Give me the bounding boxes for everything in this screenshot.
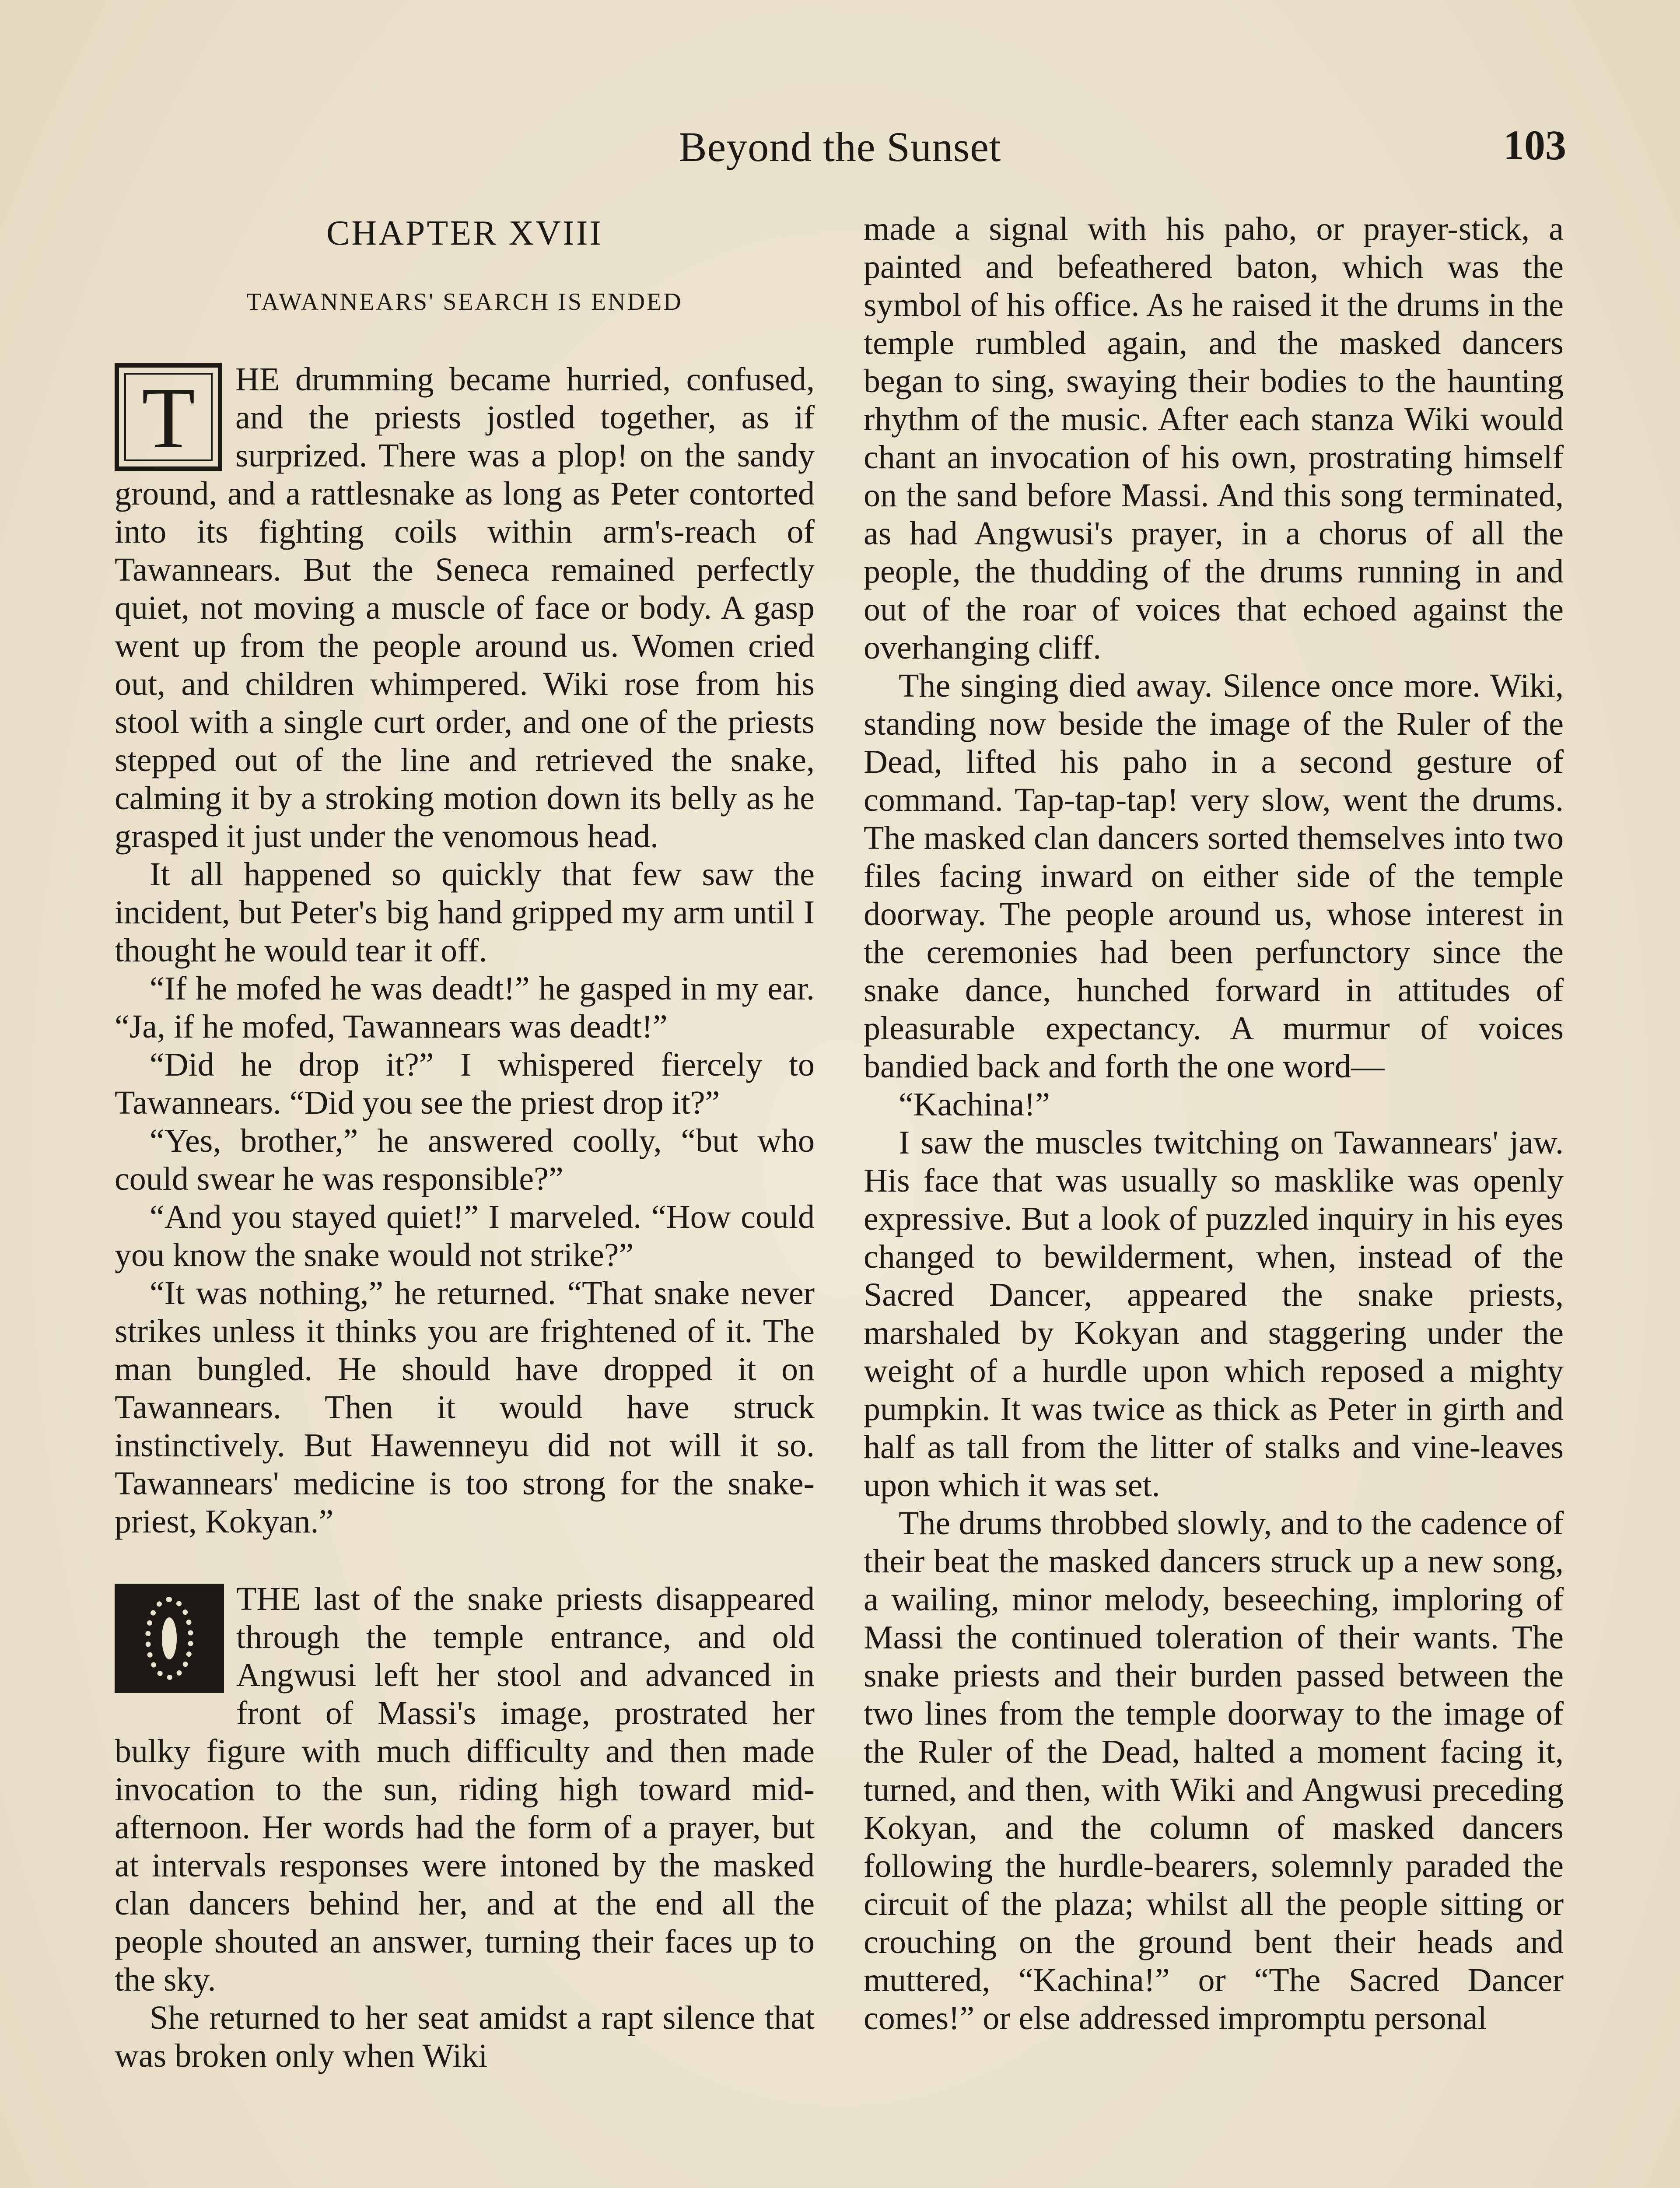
paragraph: “Yes, brother,” he answered coolly, “but who could swear he was responsible?”	[115, 1122, 815, 1197]
paragraph: “Kachina!”	[899, 1086, 1050, 1123]
paragraph: “It was nothing,” he returned. “That snake never strikes unless it thinks you are frightened of it. The man bungled. He should have dropped it on Tawannears. Then it would have struck instinctively. But Hawenneyu did not will it so. Tawannears' medicine is too strong for the snake-priest, Kokyan.”	[115, 1275, 815, 1540]
paragraph: The singing died away. Silence once more. Wiki, standing now beside the image of the Ruler of the Dead, lifted his paho in a second gesture of command. Tap-tap-tap! very slow, went the drums. The masked clan dancers sorted themselves into two files facing inward on either side of the temple doorway. The people around us, whose interest in the ceremonies had been perfunctory since the snake dance, hunched forward in attitudes of pleasurable expectancy. A murmur of voices bandied back and forth the one word—	[864, 667, 1564, 1085]
chapter-subtitle: TAWANNEARS' SEARCH IS ENDED	[246, 288, 683, 316]
page-header	[114, 118, 1566, 184]
running-title: Beyond the Sunset	[679, 123, 1001, 170]
chapter-heading: CHAPTER XVIII	[326, 214, 603, 252]
opening-paragraph	[115, 361, 815, 856]
opening-paragraph-text: HE drumming became hurried, confused, and the priests jostled together, as if surprized. There was a plop! on the sandy ground, and a rattlesnake as long as Peter contorted into its fighting coils within arm's-reach of Tawannears. But the Seneca remained perfectly quiet, not moving a muscle of face or body. A gasp went up from the people around us. Women cried out, and children whimpered. Wiki rose from his stool with a single curt order, and one of the priests stepped out of the line and retrieved the snake, calming it by a stroking motion down its belly as he grasped it just under the venomous head.	[115, 361, 815, 855]
left-column	[115, 210, 815, 2188]
section-break	[115, 1541, 815, 1580]
continuation-paragraph: made a signal with his paho, or prayer-stick, a painted and befeathered baton, which was the symbol of his office. As he raised it the drums in the temple rumbled again, and the masked dancers began to sing, swaying their bodies to the haunting rhythm of the music. After each stanza Wiki would chant an invocation of his own, prostrating himself on the sand before Massi. And this song terminated, as had Angwusi's prayer, in a chorus of all the people, the thudding of the drums running in and out of the roar of voices that echoed against the overhanging cliff.	[864, 210, 1564, 666]
section-opening-text: THE last of the snake priests disappeared through the temple entrance, and old Angwusi left her stool and advanced in front of Massi's image, prostrated her bulky figure with much difficulty and then made invocation to the sun, riding high toward mid-afternoon. Her words had the form of a prayer, but at intervals responses were intoned by the masked clan dancers behind her, and at the end all the people shouted an answer, turning their faces up to the sky.	[115, 1581, 815, 1998]
paragraph: “And you stayed quiet!” I marveled. “How could you know the snake would not strike?”	[115, 1199, 815, 1273]
paragraph: “Did he drop it?” I whispered fiercely to Tawannears. “Did you see the priest drop it?”	[115, 1046, 815, 1121]
paragraph: I saw the muscles twitching on Tawannears' jaw. His face that was usually so masklike was openly expressive. But a look of puzzled inquiry in his eyes changed to bewilderment, when, instead of the Sacred Dancer, appeared the snake priests, marshaled by Kokyan and staggering under the weight of a hurdle upon which reposed a mighty pumpkin. It was twice as thick as Peter in girth and half as tall from the litter of stalks and vine-leaves upon which it was set.	[864, 1124, 1564, 1504]
ornamental-initial-icon	[115, 1584, 224, 1693]
paragraph: She returned to her seat amidst a rapt silence that was broken only when Wiki	[115, 1999, 815, 2074]
paragraph: The drums throbbed slowly, and to the cadence of their beat the masked dancers struck up a new song, a wailing, minor melody, beseeching, imploring of Massi the continued toleration of their wants. The snake priests and their burden passed between the two lines from the temple doorway to the image of the Ruler of the Dead, halted a moment facing it, turned, and then, with Wiki and Angwusi preceding Kokyan, and the column of masked dancers following the hurdle-bearers, solemnly paraded the circuit of the plaza; whilst all the people sitting or crouching on the ground bent their heads and muttered, “Kachina!” or “The Sacred Dancer comes!” or else addressed impromptu personal	[864, 1505, 1564, 2037]
drop-cap	[115, 363, 222, 471]
page-number: 103	[1503, 122, 1566, 168]
paragraph: It all happened so quickly that few saw the incident, but Peter's big hand gripped my arm until I thought he would tear it off.	[115, 856, 815, 969]
drop-cap-letter: T	[141, 370, 196, 466]
section-opening-paragraph	[115, 1580, 815, 1999]
right-column	[864, 210, 1564, 2188]
paragraph: “If he mofed he was deadt!” he gasped in my ear. “Ja, if he mofed, Tawannears was deadt!”	[115, 970, 815, 1045]
